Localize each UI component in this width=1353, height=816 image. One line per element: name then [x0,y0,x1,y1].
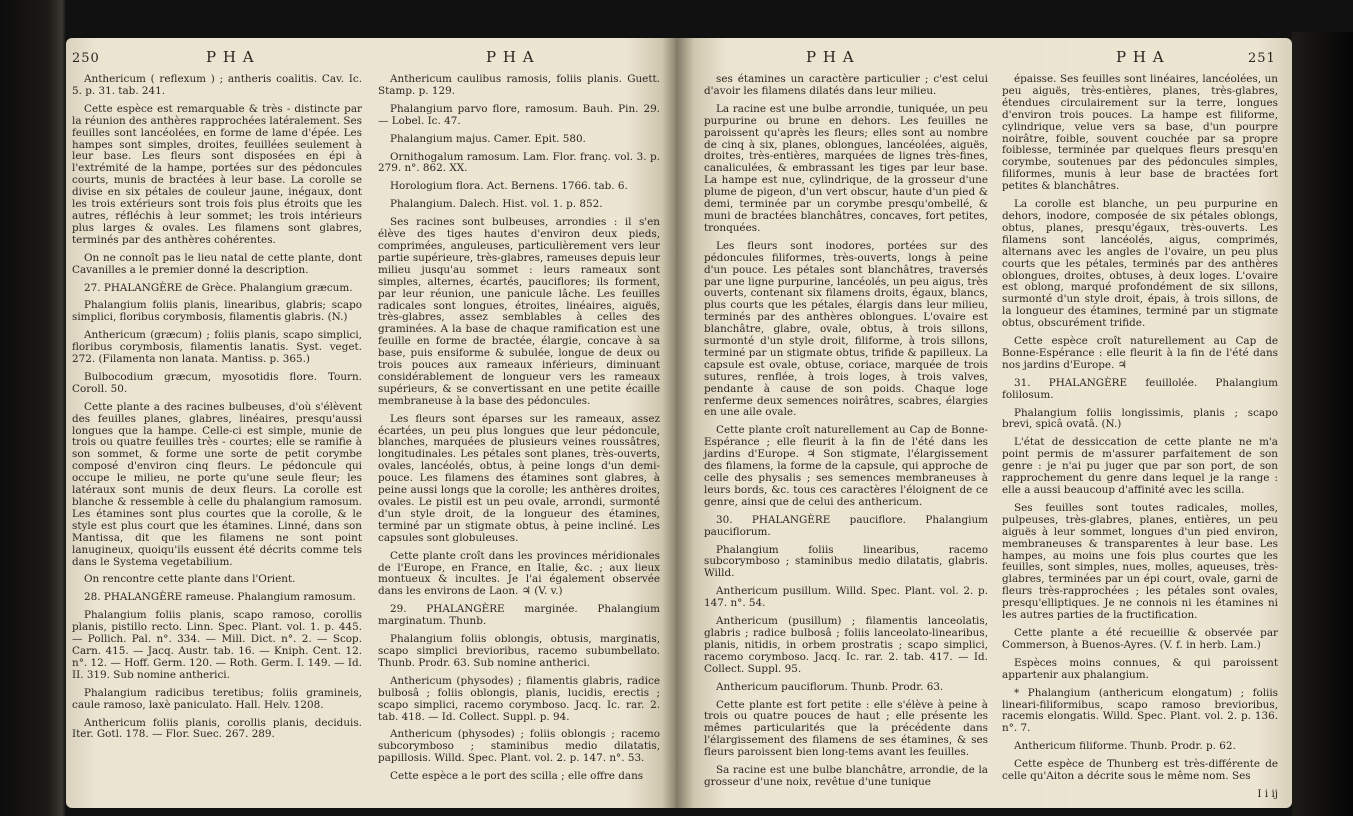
right-column-1 [704,74,988,795]
paragraph: Les fleurs sont inodores, portées sur des pédoncules filiformes, très-ouverts, longs à peine d'un pouce. Les pétales sont blanchâtres, traversés par une ligne purpurine, lancéolés, un peu aigus, très ouverts, contenant six filamens droits, égaux, blancs, plus courts que les pétales, élargis dans leur milieu, terminés par des anthères oblongues. L'ovaire est blanchâtre, glabre, ovale, obtus, à trois sillons, surmonté d'un style droit, filiforme, à trois sillons, terminé par un stigmate obtus, trifide & papilleux. La capsule est ovale, obtuse, coriace, marquée de trois sutures, renflée, à trois loges, à trois valves, pendante à cause de son poids. Chaque loge renferme deux semences noirâtres, scabres, élargies en une aile ovale. [704,239,988,419]
paragraph: Phalangium foliis linearibus, racemo subcorymboso ; staminibus medio dilatatis, glabris. Willd. [704,543,988,580]
left-running-head-b: P H A [486,48,535,66]
paragraph: Phalangium foliis planis, scapo ramoso, corollis planis, pistillo recto. Linn. Spec. Plant. vol. 1. p. 445. — Pollich. Pal. n°. 334. — Mill. Dict. n°. 2. — Scop. Carn. 415. — Jacq. Austr. tab. 16. — Kniph. Cent. 12. n°. 12. — Hoff. Germ. 120. — Roth. Germ. I. 149. — Id. II. 319. Sub nomine antherici. [72,609,362,681]
paragraph: Cette espèce croît naturellement au Cap de Bonne-Espérance : elle fleurit à la fin de l'été dans nos jardins d'Europe. ♃ [1002,335,1278,371]
paragraph: Anthericum (pusillum) ; filamentis lanceolatis, glabris ; radice bulbosâ ; foliis lanceolato-linearibus, planis, nitidis, in orbem prostratis ; scapo simplici, racemo corymboso. Jacq. Ic. rar. 2. tab. 417. — Id. Collect. Suppl. 95. [704,615,988,675]
right-page-number: 251 [1248,51,1276,66]
right-page [676,38,1292,808]
section-heading: 31. PHALANGÈRE feuillolée. Phalangium folilosum. [1002,376,1278,401]
paragraph: Anthericum (physodes) ; filamentis glabris, radice bulbosâ ; foliis oblongis, planis, lucidis, erectis ; scapo simplici, racemo corymboso. Jacq. Ic. rar. 2. tab. 418. — Id. Collect. Suppl. p. 94. [378,674,660,723]
paragraph: On rencontre cette plante dans l'Orient. [84,573,296,586]
right-running-head-a: P H A [806,48,855,66]
left-column-1 [72,74,362,747]
paragraph: L'état de dessiccation de cette plante ne m'a point permis de m'assurer parfaitement de son genre : je n'ai pu juger que par son port, de son rapprochement du genre dans lequel je la range : elle a aussi beaucoup d'affinité avec les scilla. [1002,436,1278,496]
paragraph: Cette espèce est remarquable & très - distincte par la réunion des anthères rapprochées latéralement. Ses feuilles sont lancéolées, en forme de lame d'épée. Les hampes sont simples, droites, feuillées seulement à leur base. Les fleurs sont disposées en épi à l'extrémité de la hampe, portées sur des pédoncules courts, munis de bractées à leur base. La corolle se divise en six pétales de couleur jaune, inégaux, dont les trois extérieurs sont trois fois plus étroits que les autres, réfléchis à leur sommet; les trois intérieurs plus larges & ovales. Les filamens sont glabres, terminés par des anthères cohérentes. [72,102,362,246]
paragraph: * Phalangium (anthericum elongatum) ; foliis lineari-filiformibus, scapo ramoso brevioribus, racemis elongatis. Willd. Spec. Plant. vol. 2. p. 136. n°. 7. [1002,686,1278,735]
paragraph: Anthericum ( reflexum ) ; antheris coalitis. Cav. Ic. 5. p. 31. tab. 241. [72,73,362,97]
paragraph: Ses feuilles sont toutes radicales, molles, pulpeuses, très-glabres, planes, entières, un peu aiguës à leur sommet, longues d'un pied environ, membraneuses & transparentes à leur base. Les hampes, au moins une fois plus courtes que les feuilles, sont simples, nues, molles, aqueuses, très-glabres, terminées par un épi court, ovale, garni de fleurs très-rapprochées ; les pétales sont ovales, presqu'elliptiques. Je ne connois ni les étamines ni les autres parties de la fructification. [1002,501,1278,622]
paragraph: La racine est une bulbe arrondie, tuniquée, un peu purpurine ou brune en dehors. Les feuilles ne paroissent qu'après les fleurs; elles sont au nombre de cinq à six, planes, oblongues, lancéolées, aiguës, droites, très-entières, marquées de lignes très-fines, canaliculées, & embrassant les tiges par leur base. La hampe est nue, cylindrique, de la grosseur d'une plume de pigeon, d'un vert obscur, haute d'un pied & demi, terminée par un corymbe presqu'ombellé, & muni de bractées blanchâtres, concaves, fort petites, tronquées. [704,102,988,234]
paragraph: Phalangium. Dalech. Hist. vol. 1. p. 852. [390,198,603,211]
paragraph: Horologium flora. Act. Bernens. 1766. tab. 6. [390,180,628,193]
paragraph: Cette plante croît dans les provinces méridionales de l'Europe, en France, en Italie, &c. ; aux lieux montueux & incultes. Je l'ai également observée dans les environs de Laon. ♃ (V. v.) [378,549,660,598]
paragraph: Anthericum (physodes) ; foliis oblongis ; racemo subcorymboso ; staminibus medio dilatatis, papillosis. Willd. Spec. Plant. vol. 2. p. 147. n°. 53. [378,728,660,765]
paragraph: Anthericum caulibus ramosis, foliis planis. Guett. Stamp. p. 129. [378,73,660,97]
paragraph: Phalangium parvo flore, ramosum. Bauh. Pin. 29. — Lobel. Ic. 47. [378,102,660,127]
paragraph: Ses racines sont bulbeuses, arrondies : il s'en élève des tiges hautes d'environ deux pieds, comprimées, anguleuses, particulièrement vers leur partie supérieure, très-glabres, rameuses depuis leur milieu jusqu'au sommet : leurs rameaux sont simples, alternes, écartés, pauciflores; ils forment, par leur réunion, une panicule lâche. Les feuilles radicales sont longues, étroites, linéaires, aiguës, très-glabres, assez semblables à celles des graminées. A la base de chaque ramification est une feuille en forme de bractée, élargie, concave à sa base, puis ensiforme & subulée, longue de deux ou trois pouces aux rameaux inférieurs, diminuant considérablement de longueur vers les rameaux supérieurs, & se convertissant en une petite écaille membraneuse à la base des pédoncules. [378,216,660,407]
left-running-head-a: P H A [206,48,255,66]
paragraph: Les fleurs sont éparses sur les rameaux, assez écartées, un peu plus longues que leur pédoncule, blanches, marquées de plusieurs veines roussâtres, longitudinales. Les pétales sont planes, très-ouverts, ovales, lancéolés, obtus, à peine longs d'un demi-pouce. Les filamens des étamines sont glabres, à peine aussi longs que la corolle; les anthères droites, ovales. Le pistil est un peu ovale, arrondi, surmonté d'un style droit, de la longueur des étamines, terminé par un stigmate obtus, à peine incliné. Les capsules sont globuleuses. [378,412,660,544]
section-heading: 29. PHALANGÈRE marginée. Phalangium marginatum. Thunb. [378,603,660,628]
paragraph: Phalangium foliis planis, linearibus, glabris; scapo simplici, floribus corymbosis, filamentis glabris. (N.) [72,299,362,324]
right-running-head-b: P H A [1116,48,1165,66]
right-column-2 [1002,74,1278,807]
paragraph: La corolle est blanche, un peu purpurine en dehors, inodore, composée de six pétales oblongs, obtus, planes, presqu'égaux, très-ouverts. Les filamens sont lancéolés, aigus, comprimés, alternans avec les angles de l'ovaire, un peu plus courts que les pétales, terminés par des anthères oblongues, droites, obtuses, à deux loges. L'ovaire est oblong, marqué profondément de six sillons, surmonté d'un style droit, épais, à trois sillons, de la longueur des étamines, terminé par un stigmate obtus, obscurément trifide. [1002,198,1278,330]
paragraph: Cette plante est fort petite : elle s'élève à peine à trois ou quatre pouces de haut ; elle présente les mêmes particularités que la précédente dans l'élargissement des filamens de ses étamines, & ses fleurs paroissent bien long-tems avant les feuilles. [704,698,988,759]
paragraph: Phalangium majus. Camer. Epit. 580. [390,132,586,145]
paragraph: Cette espèce a le port des scilla ; elle offre dans [390,770,644,783]
paragraph: Anthericum foliis planis, corollis planis, deciduis. Iter. Gotl. 178. — Flor. Suec. 267. 289. [72,716,362,741]
paragraph: Sa racine est une bulbe blanchâtre, arrondie, de la grosseur d'une noix, revêtue d'une tunique [704,764,988,788]
section-heading: 30. PHALANGÈRE pauciflore. Phalangium pauciflorum. [704,513,988,538]
section-heading: 27. PHALANGÈRE de Grèce. Phalangium græcum. [84,281,353,294]
paragraph: Bulbocodium græcum, myosotidis flore. Tourn. Coroll. 50. [72,370,362,395]
dark-background-edge [1292,32,1353,816]
paragraph: Phalangium foliis oblongis, obtusis, marginatis, scapo simplici brevioribus, racemo subumbellato. Thunb. Prodr. 63. Sub nomine antherici. [378,633,660,669]
paragraph: Cette espèce de Thunberg est très-différente de celle qu'Aiton a décrite sous le même nom. Ses [1002,758,1278,783]
paragraph: Phalangium foliis longissimis, planis ; scapo brevi, spicâ ovatâ. (N.) [1002,406,1278,431]
left-page-number: 250 [72,51,100,66]
paragraph: ses étamines un caractère particulier ; c'est celui d'avoir les filamens dilatés dans leur milieu. [704,73,988,97]
paragraph: On ne connoît pas le lieu natal de cette plante, dont Cavanilles a le premier donné la description. [72,251,362,276]
paragraph: Anthericum pusillum. Willd. Spec. Plant. vol. 2. p. 147. n°. 54. [704,585,988,610]
paragraph: Anthericum pauciflorum. Thunb. Prodr. 63. [716,680,944,693]
paragraph: Phalangium radicibus teretibus; foliis gramineis, caule ramoso, laxè paniculato. Hall. Helv. 1208. [72,686,362,711]
paragraph: Ornithogalum ramosum. Lam. Flor. franç. vol. 3. p. 279. n°. 862. XX. [378,150,660,175]
paragraph: Anthericum (græcum) ; foliis planis, scapo simplici, floribus corymbosis, filamentis lanatis. Syst. veget. 272. (Filamenta non lanata. Mantiss. p. 365.) [72,329,362,366]
left-page [66,38,676,808]
paragraph: Cette plante a été recueillie & observée par Commerson, à Buenos-Ayres. (V. f. in herb. Lam.) [1002,626,1278,651]
paragraph: épaisse. Ses feuilles sont linéaires, lancéolées, un peu aiguës, très-entières, planes, très-glabres, étendues circulairement sur la terre, longues d'environ trois pouces. La hampe est filiforme, cylindrique, velue vers sa base, d'un pourpre noirâtre, foible, souvent couchée par sa propre foiblesse, terminée par quelques fleurs presqu'en corymbe, soutenues par des pédoncules simples, filiformes, munis à leur base de bractées fort petites & blanchâtres. [1002,73,1278,193]
signature-mark: I i ij [1257,787,1278,800]
paragraph: Cette plante a des racines bulbeuses, d'où s'élèvent des feuilles planes, glabres, linéaires, presqu'aussi longues que la hampe. Celle-ci est simple, munie de trois ou quatre feuilles très - courtes; elle se ramifie à son sommet, & forme une sorte de petit corymbe composé d'environ cinq fleurs. Le pédoncule qui occupe le milieu, ne porte qu'une seule fleur; les latéraux sont munis de deux fleurs. La corolle est blanche & ressemble à celle du phalangium ramosum. Les étamines sont plus courtes que la corolle, & le style est plus court que les étamines. Linné, dans son Mantissa, dit que les filamens ne sont point lanugineux, quoiqu'ils eussent été décrits comme tels dans le Systema vegetabilium. [72,400,362,568]
left-column-2 [378,74,660,789]
paragraph: Anthericum filiforme. Thunb. Prodr. p. 62. [1014,740,1236,753]
section-heading: 28. PHALANGÈRE rameuse. Phalangium ramosum. [84,591,356,604]
paragraph: Espèces moins connues, & qui paroissent appartenir aux phalangium. [1002,656,1278,681]
paragraph: Cette plante croît naturellement au Cap de Bonne-Espérance ; elle fleurit à la fin de l'été dans les jardins d'Europe. ♃ Son stigmate, l'élargissement des filamens, la forme de la capsule, qui approche de celle des physalis ; ses semences membraneuses à leurs bords, &c. tous ces caractères l'éloignent de ce genre, ainsi que de celui des anthericum. [704,424,988,508]
